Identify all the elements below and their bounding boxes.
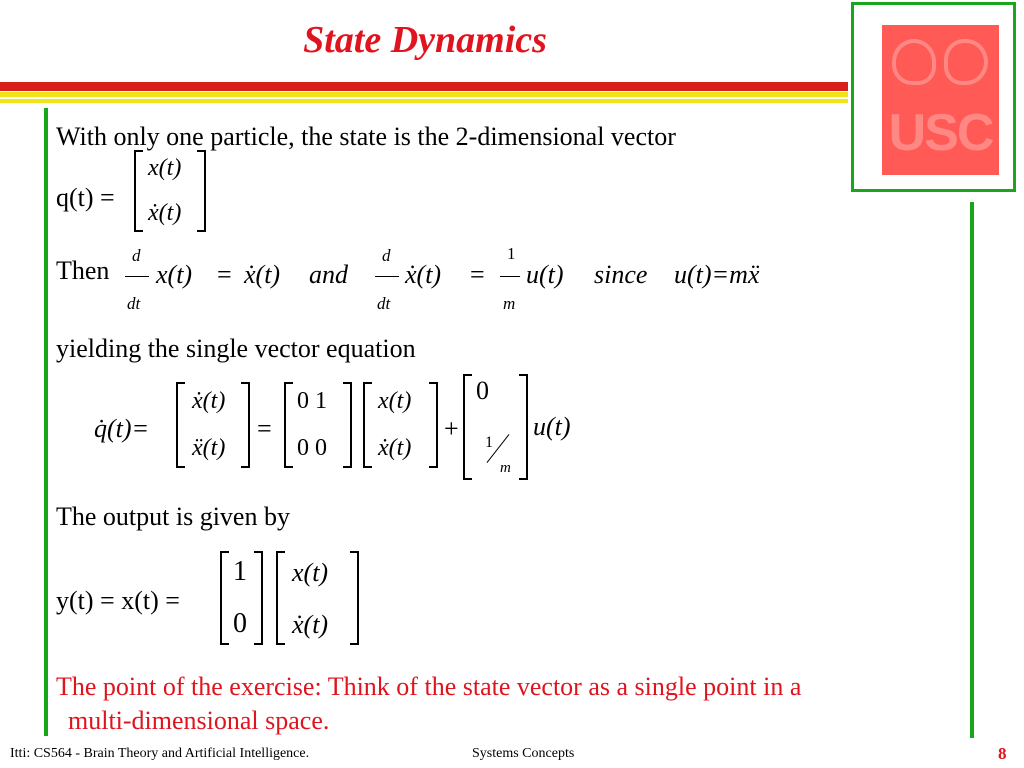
logo-head-left-icon xyxy=(892,39,936,85)
vec1-bracket-left xyxy=(176,382,185,468)
C-row1: 1 xyxy=(233,556,247,587)
vec-eq-u: u(t) xyxy=(533,412,571,441)
C-bracket-right xyxy=(254,551,263,645)
vec2-entry-x: x(t) xyxy=(378,388,412,414)
vec1-entry-xddot: ẍ(t) xyxy=(192,435,226,461)
frac-1m-bar xyxy=(500,276,520,277)
q-entry-xdot: ẋ(t) xyxy=(148,200,182,226)
deriv1-fraction-bar xyxy=(125,276,149,277)
eq1-rhs: ẋ(t) xyxy=(244,260,281,289)
title-stripe-yellow-2 xyxy=(0,99,848,103)
page-number: 8 xyxy=(998,744,1007,763)
yielding-text: yielding the single vector equation xyxy=(56,334,416,363)
matB-bracket-left xyxy=(463,374,472,480)
footer-course: Itti: CS564 - Brain Theory and Artificial Intelligence. xyxy=(10,746,310,761)
vec2-bracket-right xyxy=(429,382,438,468)
y-label: y(t) = x(t) = xyxy=(56,586,180,615)
logo-frame xyxy=(851,2,1016,192)
matA-bracket-right xyxy=(343,382,352,468)
footer-topic: Systems Concepts xyxy=(472,746,575,761)
since-word: since xyxy=(594,260,648,289)
eq2-equals: = xyxy=(470,260,485,289)
deriv1-numerator: d xyxy=(132,246,141,265)
eq1-lhs: x(t) xyxy=(156,260,193,289)
right-accent-bar xyxy=(970,202,974,738)
C-bracket-left xyxy=(220,551,229,645)
q-bracket-right xyxy=(197,150,206,232)
qdot-lhs: q̇(t)= xyxy=(94,414,150,443)
usc-logo xyxy=(882,25,999,175)
u-equals-mxddot: u(t)=mẍ xyxy=(674,260,760,289)
yvec-bracket-left xyxy=(276,551,285,645)
frac-1m-denominator: m xyxy=(503,294,516,313)
logo-head-right-icon xyxy=(944,39,988,85)
q-entry-x: x(t) xyxy=(148,155,182,181)
vec-eq-equals: = xyxy=(257,414,272,443)
deriv2-numerator: d xyxy=(382,246,391,265)
matA-bracket-left xyxy=(284,382,293,468)
vec1-bracket-right xyxy=(241,382,250,468)
vec2-bracket-left xyxy=(363,382,372,468)
and-word: and xyxy=(309,260,348,289)
deriv1-denominator: dt xyxy=(127,294,141,313)
yvec-entry-xdot: ẋ(t) xyxy=(292,610,329,639)
matB-row2-den: m xyxy=(500,460,511,476)
C-row2: 0 xyxy=(233,608,247,639)
q-bracket-left xyxy=(134,150,143,232)
matB-row2-num: 1 xyxy=(485,434,493,451)
deriv2-fraction-bar xyxy=(375,276,399,277)
exercise-point-line2: multi-dimensional space. xyxy=(68,706,330,735)
vec2-entry-xdot: ẋ(t) xyxy=(378,435,412,461)
state-vector-intro: With only one particle, the state is the 2-dimensional vector xyxy=(56,122,676,151)
slide-title: State Dynamics xyxy=(303,19,547,61)
title-stripe-red xyxy=(0,82,848,91)
yvec-entry-x: x(t) xyxy=(292,558,329,587)
title-stripe-yellow-1 xyxy=(0,92,848,97)
eq2-rhs-u: u(t) xyxy=(526,260,564,289)
left-accent-bar xyxy=(44,108,48,736)
matA-row2: 0 0 xyxy=(297,435,327,461)
eq2-lhs: ẋ(t) xyxy=(405,260,442,289)
exercise-point-line1: The point of the exercise: Think of the state vector as a single point in a xyxy=(56,672,802,701)
vec1-entry-xdot: ẋ(t) xyxy=(192,388,226,414)
eq1-equals: = xyxy=(217,260,232,289)
q-label: q(t) = xyxy=(56,183,115,212)
then-label: Then xyxy=(56,256,110,285)
output-intro: The output is given by xyxy=(56,502,290,531)
matB-row1: 0 xyxy=(476,376,489,405)
frac-1m-numerator: 1 xyxy=(507,244,516,263)
matB-bracket-right xyxy=(519,374,528,480)
matA-row1: 0 1 xyxy=(297,388,327,414)
vec-eq-plus: + xyxy=(444,414,459,443)
deriv2-denominator: dt xyxy=(377,294,391,313)
yvec-bracket-right xyxy=(350,551,359,645)
logo-lettering: USC xyxy=(888,104,993,162)
